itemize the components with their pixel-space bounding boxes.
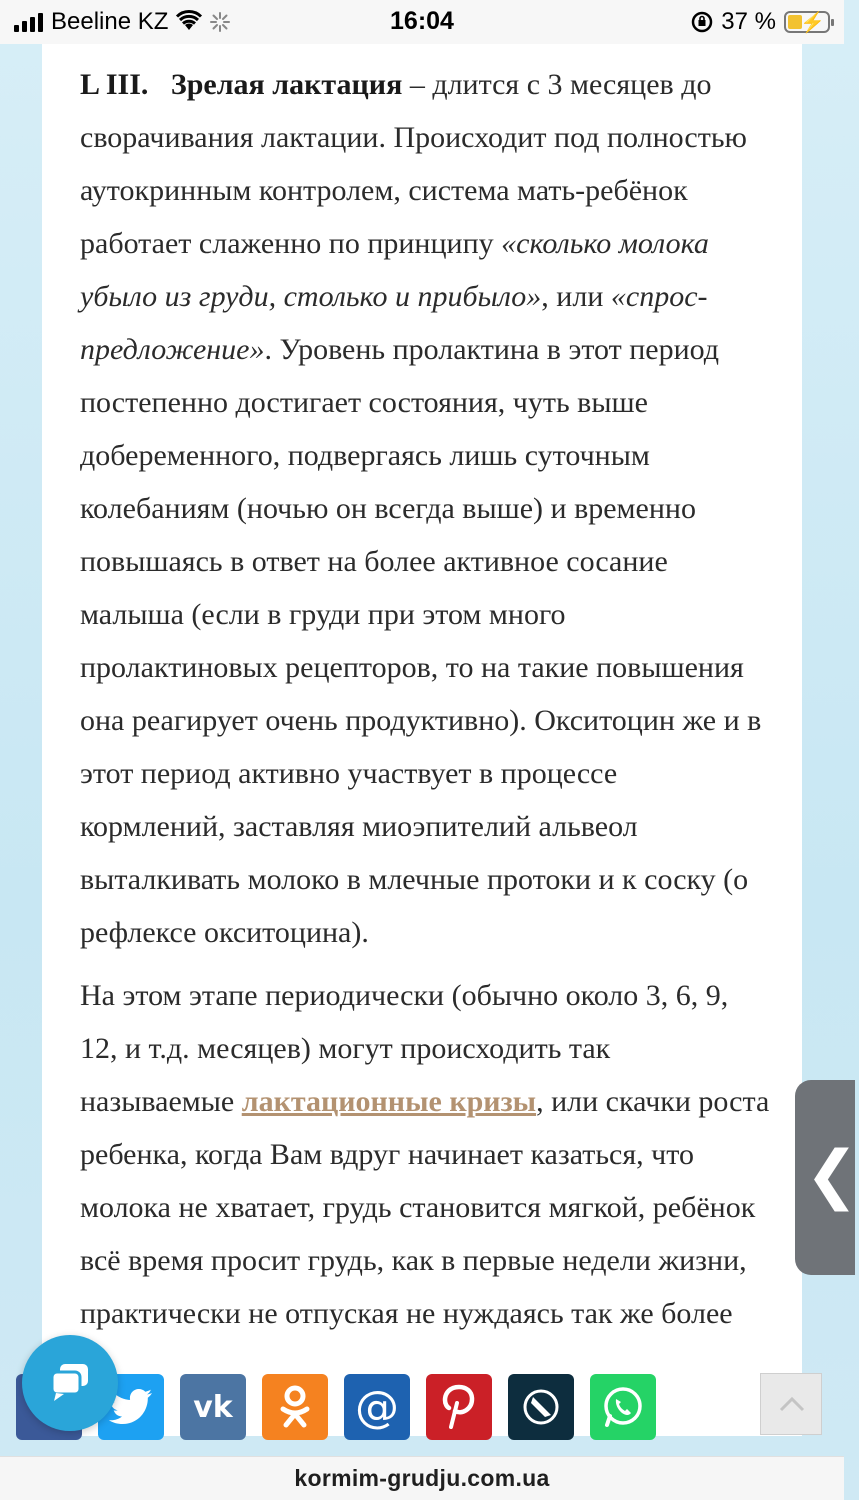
at-sign-icon: @ — [355, 1381, 399, 1433]
carrier-name: Beeline KZ — [51, 8, 169, 35]
paragraph-text: – длится с 3 месяцев до сворачивания лактации. Происходит под полностью аутокринным контролем, система мать-ребёнок работает слаженно по принципу — [80, 68, 747, 260]
odnoklassniki-icon — [278, 1385, 312, 1429]
odnoklassniki-share-button[interactable] — [262, 1374, 328, 1440]
vk-icon: vk — [193, 1389, 233, 1425]
status-bar — [0, 0, 844, 44]
clock: 16:04 — [390, 7, 454, 35]
paragraph-text: На этом этапе периодически (обычно около 3, 6, 9, 12, и т.д. месяцев) могут происходить так называемые — [80, 979, 729, 1118]
chat-button[interactable] — [22, 1335, 118, 1431]
scroll-to-top-button[interactable] — [760, 1373, 822, 1435]
charging-bolt-icon: ⚡ — [800, 12, 825, 34]
whatsapp-icon — [601, 1385, 645, 1429]
orientation-lock-icon — [691, 11, 713, 33]
battery-percent: 37 % — [721, 8, 776, 35]
quote-text: «спрос-предложение» — [80, 280, 708, 366]
livejournal-icon — [521, 1387, 561, 1427]
lactation-crises-link[interactable]: лактационные кризы — [241, 1085, 537, 1118]
section-label: L III. — [80, 68, 149, 101]
status-right — [691, 8, 830, 36]
livejournal-share-button[interactable] — [508, 1374, 574, 1440]
chevron-up-icon — [761, 1374, 823, 1436]
paragraph-text: . Уровень пролактина в этот период постепенно достигает состояния, чуть выше добеременного, подвергаясь лишь суточным колебаниям (ночью он всегда выше) и временно повышаясь в ответ на более активное сосание малыша (если в груди при этом много пролактиновых рецепторов, то на такие повышения она реагирует очень продуктивно). Окситоцин же и в этот период активно участвует в процессе кормлений, заставляя миоэпителий альвеол выталкивать молоко в млечные протоки и к соску (о рефлексе окситоцина). — [80, 333, 762, 949]
side-panel-toggle[interactable] — [795, 1080, 859, 1275]
section-heading: Зрелая лактация — [170, 68, 403, 101]
article-card — [42, 44, 802, 1436]
vk-share-button[interactable] — [180, 1374, 246, 1440]
pinterest-share-button[interactable] — [426, 1374, 492, 1440]
battery-icon — [784, 11, 830, 33]
pinterest-icon — [442, 1385, 476, 1429]
chevron-left-icon: ❮ — [805, 1138, 859, 1212]
whatsapp-share-button[interactable] — [590, 1374, 656, 1440]
paragraph-text: , или скачки роста ребенка, когда Вам вдруг начинает казаться, что молока не хватает, грудь становится мягкой, ребёнок всё время просит грудь, как в первые недели жизни, практически не отпуская не нуждаясь так же более — [80, 1085, 770, 1330]
mail-share-button[interactable] — [344, 1374, 410, 1440]
quote-text: «сколько молока убыло из груди, столько и прибыло» — [80, 227, 709, 313]
paragraph-lactation-crises — [80, 969, 770, 1340]
chat-icon — [22, 1335, 118, 1431]
paragraph-mature-lactation — [80, 58, 770, 959]
browser-address-bar[interactable] — [0, 1456, 844, 1500]
article-body — [80, 58, 770, 1350]
paragraph-text: , или — [541, 280, 611, 313]
domain-label: kormim-grudju.com.ua — [294, 1465, 550, 1491]
